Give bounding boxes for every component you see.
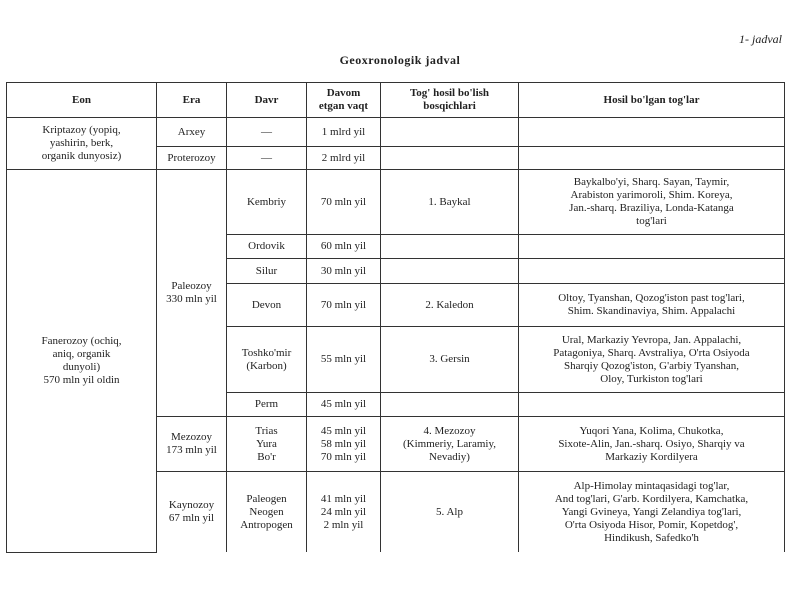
duration-cell: 45 mln yil 58 mln yil 70 mln yil <box>307 417 381 472</box>
stage-cell: 5. Alp <box>381 472 519 553</box>
mountains-cell <box>519 235 785 259</box>
col-header-stages: Tog' hosil bo'lish bosqichlari <box>381 83 519 118</box>
stage-cell <box>381 235 519 259</box>
duration-cell: 70 mln yil <box>307 170 381 235</box>
period-cell: Trias Yura Bo'r <box>227 417 307 472</box>
stage-cell: 4. Mezozoy (Kimmeriy, Laramiy, Nevadiy) <box>381 417 519 472</box>
period-cell: Devon <box>227 284 307 327</box>
duration-cell: 2 mlrd yil <box>307 147 381 170</box>
stage-cell <box>381 259 519 284</box>
mountains-cell: Oltoy, Tyanshan, Qozog'iston past tog'lari, Shim. Skandinaviya, Shim. Appalachi <box>519 284 785 327</box>
mountains-cell: Baykalbo'yi, Sharq. Sayan, Taymir, Arabiston yarimoroli, Shim. Koreya, Jan.-sharq. Braziliya, Londa-Katanga tog'lari <box>519 170 785 235</box>
duration-cell: 41 mln yil 24 mln yil 2 mln yil <box>307 472 381 553</box>
col-header-mountains: Hosil bo'lgan tog'lar <box>519 83 785 118</box>
duration-cell: 1 mlrd yil <box>307 118 381 147</box>
mountains-cell: Alp-Himolay mintaqasidagi tog'lar, And tog'lari, G'arb. Kordilyera, Kamchatka, Yangi Gvineya, Yangi Zelandiya tog'lari, O'rta Osiyoda Hisor, Pomir, Kopetdog', Hindikush, Safedko'h <box>519 472 785 553</box>
col-header-era: Era <box>157 83 227 118</box>
mountains-cell: Yuqori Yana, Kolima, Chukotka, Sixote-Alin, Jan.-sharq. Osiyo, Sharqiy va Markaziy Kordilyera <box>519 417 785 472</box>
col-header-duration: Davom etgan vaqt <box>307 83 381 118</box>
stage-cell: 2. Kaledon <box>381 284 519 327</box>
stage-cell <box>381 118 519 147</box>
era-proterozoy: Proterozoy <box>157 147 227 170</box>
eon-fanerozoy: Fanerozoy (ochiq, aniq, organik dunyoli) 570 mln yil oldin <box>7 170 157 553</box>
period-dash: — <box>227 147 307 170</box>
duration-cell: 60 mln yil <box>307 235 381 259</box>
table-title: Geoxronologik jadval <box>339 53 461 67</box>
era-mezozoy: Mezozoy 173 mln yil <box>157 417 227 472</box>
table-header-row <box>7 83 785 118</box>
mountains-cell <box>519 118 785 147</box>
duration-cell: 30 mln yil <box>307 259 381 284</box>
era-kaynozoy: Kaynozoy 67 mln yil <box>157 472 227 553</box>
eon-kriptozoy: Kriptazoy (yopiq, yashirin, berk, organik dunyosiz) <box>7 118 157 170</box>
period-cell: Perm <box>227 393 307 417</box>
period-cell: Paleogen Neogen Antropogen <box>227 472 307 553</box>
period-cell: Ordovik <box>227 235 307 259</box>
table-row <box>7 118 785 147</box>
duration-cell: 45 mln yil <box>307 393 381 417</box>
period-cell: Silur <box>227 259 307 284</box>
stage-cell <box>381 393 519 417</box>
mountains-cell <box>519 147 785 170</box>
era-arxey: Arxey <box>157 118 227 147</box>
table-row <box>7 170 785 235</box>
era-paleozoy: Paleozoy 330 mln yil <box>157 170 227 417</box>
geochronological-table <box>6 82 785 553</box>
page-bottom-cutoff <box>0 573 800 600</box>
period-cell: Toshko'mir (Karbon) <box>227 327 307 393</box>
stage-cell: 1. Baykal <box>381 170 519 235</box>
duration-cell: 70 mln yil <box>307 284 381 327</box>
stage-cell <box>381 147 519 170</box>
period-cell: Kembriy <box>227 170 307 235</box>
mountains-cell <box>519 393 785 417</box>
mountains-cell <box>519 259 785 284</box>
period-dash: — <box>227 118 307 147</box>
col-header-eon: Eon <box>7 83 157 118</box>
stage-cell: 3. Gersin <box>381 327 519 393</box>
mountains-cell: Ural, Markaziy Yevropa, Jan. Appalachi, Patagoniya, Sharq. Avstraliya, O'rta Osiyoda Sharqiy Qozog'iston, G'arbiy Tyanshan, Oloy, Turkiston tog'lari <box>519 327 785 393</box>
col-header-period: Davr <box>227 83 307 118</box>
table-number-label: 1- jadval <box>739 32 782 46</box>
duration-cell: 55 mln yil <box>307 327 381 393</box>
